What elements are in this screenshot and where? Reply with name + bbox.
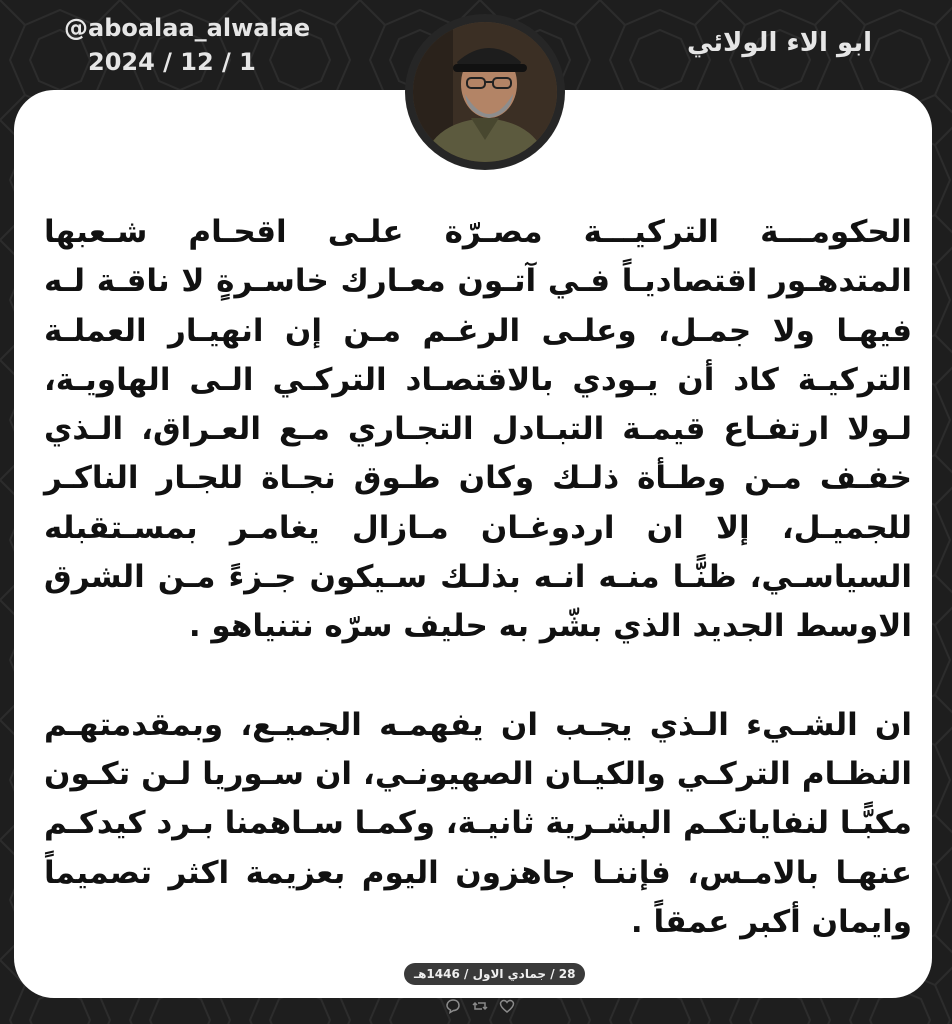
post-date: 2024 / 12 / 1 [88, 48, 256, 76]
hijri-date-badge: 28 / جمادي الاول / 1446هـ [404, 963, 585, 985]
retweet-icon[interactable] [472, 998, 488, 1014]
reply-icon[interactable] [445, 998, 461, 1014]
post-actions [445, 996, 515, 1016]
avatar[interactable] [405, 14, 565, 170]
account-name[interactable]: ابو الاء الولائي [686, 28, 872, 58]
post-paragraph-2: ان الشـيء الـذي يجـب ان يفهمـه الجميـع، وبمقدمتهـم النظـام التركـي والكيـان الصهيونـي، ان سـوريا لـن تكـون مكبًّـا لنفاياتكـم البشـرية ثانيـة، وكمـا سـاهمنا بـرد كيدكـم عنهـا بالامـس، فإننـا جاهزون اليوم بعزيمة اكثر تصميماً وايمان أكبر عمقاً . [44, 706, 912, 940]
account-handle[interactable]: @aboalaa_alwalae [64, 14, 311, 42]
post-body [44, 208, 912, 947]
avatar-photo [413, 22, 557, 162]
post-paragraph-1: الحكومـــة التركيـــة مصـرّة علـى اقحـام شـعبها المتدهـور اقتصاديـاً فـي آتـون معـارك خاسـرةٍ لا ناقـة لـه فيهـا ولا جمـل، وعلـى الرغـم مـن إن انهيـار العملـة التركيـة كاد أن يـودي بالاقتصـاد التركـي الـى الهاويـة، لـولا ارتفـاع قيمـة التبـادل التجـاري مـع العـراق، الـذي خفـف مـن وطـأة ذلـك وكان طـوق نجـاة للجـار الناكـر للجميـل، إلا ان اردوغـان مـازال يغامـر بمسـتقبله السياسـي، ظنًّـا منـه انـه بذلـك سـيكون جـزءً مـن الشرق الاوسط الجديد الذي بشّر به حليف سرّه نتنياهو . [44, 214, 912, 645]
post-card [14, 90, 932, 998]
like-icon[interactable] [499, 998, 515, 1014]
